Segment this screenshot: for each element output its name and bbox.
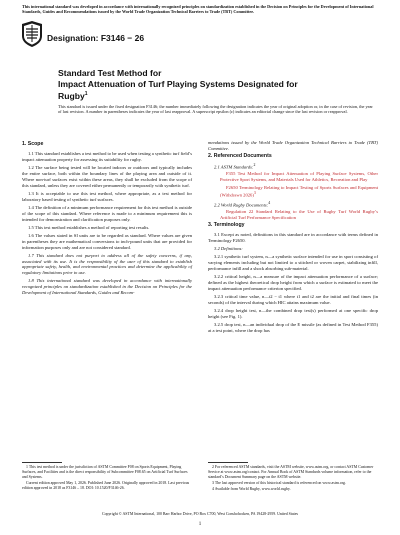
paragraph-1-6: 1.6 The values stated in SI units are to be regarded as standard. Where values are given in parentheses they are mathematical conversions to inch-pound units that are provided for information purposes only and are not considered standard.	[22, 232, 192, 250]
footnote-3: 3 The last approved version of this historical standard is referenced on www.astm.org.	[212, 480, 346, 485]
footnotes-right	[208, 462, 378, 493]
reference-f2650-link[interactable]	[208, 185, 378, 198]
top-note: This international standard was developed in accordance with internationally recognized principles on standardization established in the Decision on Principles for the Development of International Standards, Guides and Recommendations issued by the World Trade Organization Technical Barriers to Trade (TBT) Committee.	[22, 4, 374, 14]
right-column	[208, 140, 378, 336]
paragraph-3-2: 3.2 Definitions:	[214, 246, 243, 252]
paragraph-3-2-5: 3.2.5 drop test, n—an individual drop of the E missile (as defined in Test Method F355) at a test point, where the drop has	[208, 322, 378, 334]
standard-issue-note: This standard is issued under the fixed designation F3146; the number immediately following the designation indicates the year of original adoption or, in the case of revision, the year of last revision. A number in parentheses indicates the year of last reapproval. A superscript epsilon (ε) indicates an editorial change since the last revision or reapproval.	[58, 104, 373, 115]
footnote-1-edition: Current edition approved May 1, 2026. Published June 2026. Originally approved in 2018. Last previous edition approved in 2018 as F3146 – 18. DOI: 10.1520/F3146-26.	[22, 480, 190, 490]
left-column	[22, 140, 192, 298]
reference-f2650-text: F2650 Terminology Relating to Impact Testing of Sports Surfaces and Equipment (Withdrawn 2026)	[220, 185, 378, 198]
paragraph-2-2-text: 2.2 World Rugby Documents:	[214, 202, 269, 208]
section-heading-scope: 1. Scope	[22, 141, 44, 147]
section-heading-referenced-documents: 2. Referenced Documents	[208, 153, 272, 159]
paragraph-1-5: 1.5 This test method establishes a method of reporting test results.	[28, 224, 150, 230]
paragraph-1-2: 1.2 The surface being tested will be located indoors or outdoors and typically includes the entire surface, both within the boundary lines of the playing area and outside of it. Where non-turf surfaces exist within these areas, they shall be excluded from the scope of this standard, unless they are covered either permanently or temporarily with synthetic turf.	[22, 164, 192, 188]
paragraph-1-1: 1.1 This standard establishes a test method to be used when testing a synthetic turf field’s impact attenuation property for assessing its suitability for rugby.	[22, 150, 192, 162]
paragraph-2-1-text: 2.1 ASTM Standards:	[214, 164, 254, 170]
paragraph-1-8: 1.8 This international standard was developed in accordance with internationally recognized principles on standardization established in the Decision on Principles for the Development of International Standards, Guides and Recom-	[22, 278, 192, 296]
paragraph-1-3: 1.3 It is acceptable to use this test method, where appropriate, as a test method for laboratory based testing of synthetic turf surfaces.	[22, 190, 192, 202]
designation: Designation: F3146 − 26	[47, 33, 145, 43]
paragraph-1-7: 1.7 This standard does not purport to address all of the safety concerns, if any, associated with its use. It is the responsibility of the user of this standard to establish appropriate safety, health, and environmental practices and determine the applicability of regulatory limitations prior to use.	[22, 252, 192, 276]
paragraph-2-1	[208, 163, 378, 170]
title-line-2: Impact Attenuation of Turf Playing Systems Designated for	[58, 78, 298, 89]
footnote-divider-right	[208, 462, 248, 463]
astm-logo-icon	[22, 21, 42, 47]
footnote-mark-3: 3	[253, 191, 256, 196]
copyright-line: Copyright © ASTM International, 100 Barr Harbor Drive, PO Box C700, West Conshohocken, PA 19428-2959. United States	[102, 512, 298, 516]
footnote-1: 1 This test method is under the jurisdiction of ASTM Committee F08 on Sports Equipment, Playing Surfaces, and Facilities and is the direct responsibility of Subcommittee F08.65 on Artificial Turf Surfaces and Systems.	[22, 465, 188, 479]
paragraph-1-8-continued: mendations issued by the World Trade Organization Technical Barriers to Trade (TBT) Committee.	[208, 140, 378, 151]
footnote-4: 4 Available from World Rugby, www.world.rugby.	[212, 486, 291, 491]
paragraph-1-4: 1.4 The definition of a minimum performance requirement for this test method is outside of the scope of this standard. Where reference is made to a minimum requirement this is intended for demonstration and clarification purposes only.	[22, 204, 192, 222]
paragraph-3-2-1: 3.2.1 synthetic turf system, n—a synthetic surface intended for use in sport consisting of varying elements including but not limited to a stitched or woven carpet, stabilizing infill, performance infill and a shock absorbing sub-material.	[208, 254, 378, 272]
reference-regulation-22-link[interactable]: Regulation 22 Standard Relating to the Use of Rugby Turf World Rugby’s Artificial Turf Performance Specification	[220, 209, 378, 221]
title-line-3	[58, 89, 370, 101]
footnote-mark-2: 2	[253, 162, 256, 167]
page-number: 1	[198, 522, 202, 527]
paragraph-2-2	[208, 201, 378, 208]
paragraph-3-2-3: 3.2.3 critical time value, n—t2 − t1 where t1 and t2 are the initial and final times (in seconds) of the interval during which HIC attains maximum value.	[208, 294, 378, 306]
reference-f355-link[interactable]: F355 Test Method for Impact Attenuation of Playing Surface Systems, Other Protective Sport Systems, and Materials Used for Athletics, Recreation and Play	[220, 171, 378, 183]
title-line-1: Standard Test Method for	[58, 68, 162, 78]
paragraph-3-2-4: 3.2.4 drop height test, n—the combined drop test(s) performed at one specific drop height (see Fig. 1).	[208, 308, 378, 320]
document-title	[58, 68, 370, 101]
paragraph-3-2-2: 3.2.2 critical height, n—a measure of the impact attenuation performance of a surface; defined as the highest theoretical drop height from which a surface is estimated to meet the impact attenuation performance criterion specified.	[208, 274, 378, 292]
footnote-divider	[22, 462, 62, 463]
title-footnote-mark: 1	[84, 91, 88, 97]
footnote-2: 2 For referenced ASTM standards, visit the ASTM website, www.astm.org, or contact ASTM Customer Service at www.astm.org/contact. For Annual Book of ASTM Standards volume information, refer to the standard’s Document Summary page on the ASTM website.	[208, 465, 374, 479]
title-line-3-text: Rugby	[58, 90, 85, 101]
section-heading-terminology: 3. Terminology	[208, 222, 245, 229]
footnote-mark-4: 4	[268, 200, 271, 205]
paragraph-3-1: 3.1 Except as noted, definitions in this standard are in accordance with terms defined in Terminology F2650.	[208, 232, 378, 244]
footnotes-left	[22, 462, 192, 492]
